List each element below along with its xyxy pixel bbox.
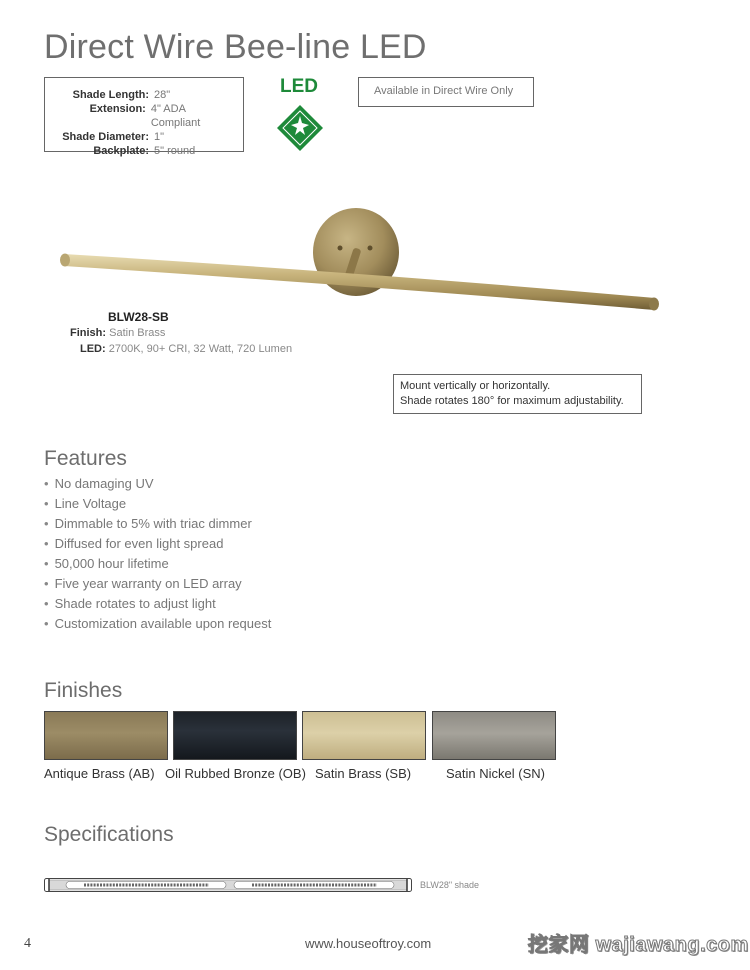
spec-row	[53, 130, 235, 144]
finish-label: Antique Brass (AB)	[44, 766, 155, 781]
product-led	[70, 343, 292, 355]
finish-swatch-oil-rubbed-bronze	[173, 711, 297, 760]
mount-note-line: Shade rotates 180° for maximum adjustability.	[400, 395, 624, 407]
product-finish	[70, 327, 165, 339]
spec-value: 1"	[154, 131, 165, 143]
feature-item: • Customization available upon request	[44, 614, 271, 634]
feature-item: • 50,000 hour lifetime	[44, 554, 271, 574]
spec-label: Shade Length:	[72, 89, 149, 101]
led-value: 2700K, 90+ CRI, 32 Watt, 720 Lumen	[108, 343, 293, 355]
spec-row	[53, 144, 235, 158]
feature-item: • Five year warranty on LED array	[44, 574, 271, 594]
feature-item: • Dimmable to 5% with triac dimmer	[44, 514, 271, 534]
spec-label: Extension:	[89, 103, 146, 115]
spec-value: 4" ADA Compliant	[150, 103, 201, 129]
spec-label: Shade Diameter:	[62, 131, 149, 143]
spec-row	[53, 102, 235, 130]
watermark: 挖家网 wajiawang.com	[528, 934, 749, 956]
shade-label: BLW28" shade	[420, 880, 480, 890]
availability-note: Available in Direct Wire Only	[358, 77, 534, 107]
mount-note-line: Mount vertically or horizontally.	[400, 380, 551, 392]
finish-swatch-satin-brass	[302, 711, 426, 760]
finish-swatch-satin-nickel	[432, 711, 556, 760]
spec-value: 28"	[154, 89, 171, 101]
footer-website[interactable]: www.houseoftroy.com	[305, 936, 432, 951]
lamp-product-image	[58, 200, 663, 315]
finish-label: Satin Brass (SB)	[315, 766, 412, 781]
feature-item: • Shade rotates to adjust light	[44, 594, 271, 614]
page-title: Direct Wire Bee-line LED	[44, 28, 427, 66]
feature-item: • Diffused for even light spread	[44, 534, 271, 554]
finishes-heading: Finishes	[44, 679, 123, 702]
shade-diagram	[44, 878, 412, 892]
features-heading: Features	[44, 447, 127, 470]
led-badge-label: LED	[280, 76, 318, 97]
energy-efficient-icon	[276, 104, 324, 152]
finish-swatch-antique-brass	[44, 711, 168, 760]
feature-item: • Line Voltage	[44, 494, 271, 514]
finish-value: Satin Brass	[109, 327, 166, 339]
spec-row	[53, 88, 235, 102]
finish-label: Finish:	[70, 327, 107, 339]
mount-note	[393, 374, 642, 414]
finish-label: Satin Nickel (SN)	[446, 766, 545, 781]
features-list	[44, 474, 271, 634]
product-model: BLW28-SB	[108, 310, 169, 324]
page-number: 4	[24, 936, 31, 951]
feature-item: • No damaging UV	[44, 474, 271, 494]
finish-label: Oil Rubbed Bronze (OB)	[165, 766, 306, 781]
spec-value: 5" round	[154, 145, 196, 157]
led-label: LED:	[80, 343, 106, 355]
spec-label: Backplate:	[93, 145, 149, 157]
spec-box	[44, 77, 244, 157]
specifications-heading: Specifications	[44, 823, 174, 846]
